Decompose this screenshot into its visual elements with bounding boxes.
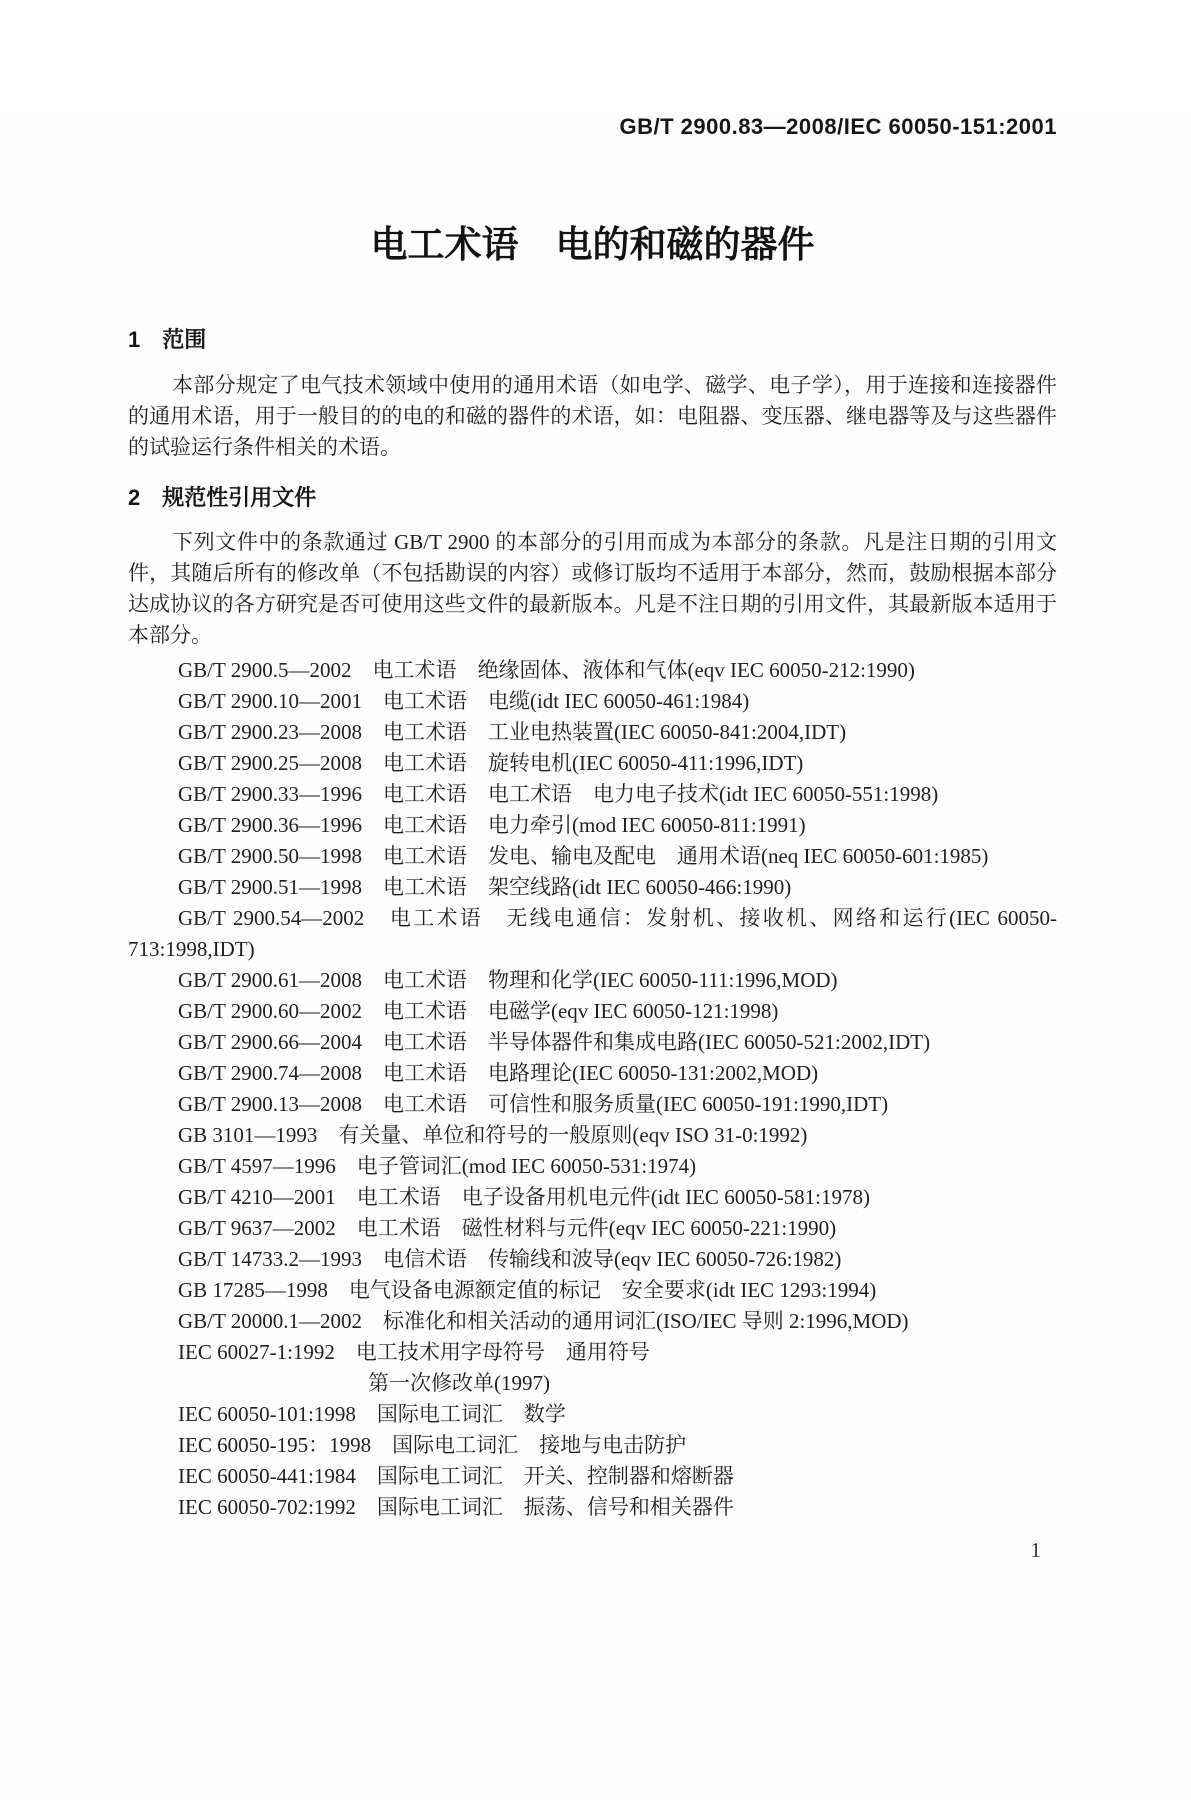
reference-line: GB/T 20000.1—2002 标准化和相关活动的通用词汇(ISO/IEC 导则 2:1996,MOD) [178,1309,909,1333]
reference-line: 第一次修改单(1997) [368,1371,550,1395]
reference-line: IEC 60050-101:1998 国际电工词汇 数学 [178,1402,566,1426]
reference-line: GB/T 2900.36—1996 电工术语 电力牵引(mod IEC 60050-811:1991) [178,813,806,837]
reference-line: GB/T 2900.13—2008 电工术语 可信性和服务质量(IEC 60050-191:1990,IDT) [178,1092,889,1116]
reference-line: IEC 60050-702:1992 国际电工词汇 振荡、信号和相关器件 [178,1495,734,1519]
reference-line: GB/T 2900.25—2008 电工术语 旋转电机(IEC 60050-411:1996,IDT) [178,751,804,775]
page-number: 1 [1030,1538,1041,1562]
standard-number-header: GB/T 2900.83—2008/IEC 60050-151:2001 [619,114,1057,139]
document-title: 电工术语 电的和磁的器件 [370,224,815,265]
section-1-paragraph: 本部分规定了电气技术领域中使用的通用术语（如电学、磁学、电子学），用于连接和连接器件的通用术语，用于一般目的的电的和磁的器件的术语，如：电阻器、变压器、继电器等及与这些器件的试验运行条件相关的术语。 [128,373,1057,459]
reference-line: GB/T 14733.2—1993 电信术语 传输线和波导(eqv IEC 60050-726:1982) [178,1247,842,1271]
section-1-heading: 1 范围 [128,327,207,352]
reference-line: GB/T 2900.61—2008 电工术语 物理和化学(IEC 60050-111:1996,MOD) [178,968,838,992]
reference-line: GB/T 2900.51—1998 电工术语 架空线路(idt IEC 60050-466:1990) [178,875,792,899]
normative-references-list [128,655,1057,1523]
reference-line: GB/T 2900.74—2008 电工术语 电路理论(IEC 60050-131:2002,MOD) [178,1061,819,1085]
reference-line: GB/T 2900.54—2002 电工术语 无线电通信：发射机、接收机、网络和运行(IEC 60050-713:1998,IDT) [128,906,1057,961]
reference-line: GB/T 4210—2001 电工术语 电子设备用机电元件(idt IEC 60050-581:1978) [178,1185,871,1209]
reference-line: GB/T 9637—2002 电工术语 磁性材料与元件(eqv IEC 60050-221:1990) [178,1216,837,1240]
reference-line: GB/T 2900.66—2004 电工术语 半导体器件和集成电路(IEC 60050-521:2002,IDT) [178,1030,931,1054]
reference-line: GB/T 2900.5—2002 电工术语 绝缘固体、液体和气体(eqv IEC 60050-212:1990) [178,658,915,682]
reference-line: GB/T 2900.23—2008 电工术语 工业电热装置(IEC 60050-841:2004,IDT) [178,720,847,744]
reference-line: IEC 60050-441:1984 国际电工词汇 开关、控制器和熔断器 [178,1464,734,1488]
reference-line: GB/T 2900.10—2001 电工术语 电缆(idt IEC 60050-461:1984) [178,689,750,713]
reference-line: GB/T 4597—1996 电子管词汇(mod IEC 60050-531:1974) [178,1154,697,1178]
reference-line: IEC 60027-1:1992 电工技术用字母符号 通用符号 [178,1340,650,1364]
reference-line: GB 3101—1993 有关量、单位和符号的一般原则(eqv ISO 31-0:1992) [178,1123,808,1147]
reference-line: GB/T 2900.33—1996 电工术语 电工术语 电力电子技术(idt IEC 60050-551:1998) [178,782,939,806]
section-2-heading: 2 规范性引用文件 [128,485,317,510]
reference-line: GB/T 2900.50—1998 电工术语 发电、输电及配电 通用术语(neq IEC 60050-601:1985) [178,844,989,868]
reference-line: IEC 60050-195：1998 国际电工词汇 接地与电击防护 [178,1433,687,1457]
document-page [0,116,1191,1800]
section-2-paragraph: 下列文件中的条款通过 GB/T 2900 的本部分的引用而成为本部分的条款。凡是注日期的引用文件，其随后所有的修改单（不包括勘误的内容）或修订版均不适用于本部分，然而，鼓励根据本部分达成协议的各方研究是否可使用这些文件的最新版本。凡是不注日期的引用文件，其最新版本适用于本部分。 [128,530,1057,647]
reference-line: GB 17285—1998 电气设备电源额定值的标记 安全要求(idt IEC 1293:1994) [178,1278,877,1302]
reference-line: GB/T 2900.60—2002 电工术语 电磁学(eqv IEC 60050-121:1998) [178,999,779,1023]
